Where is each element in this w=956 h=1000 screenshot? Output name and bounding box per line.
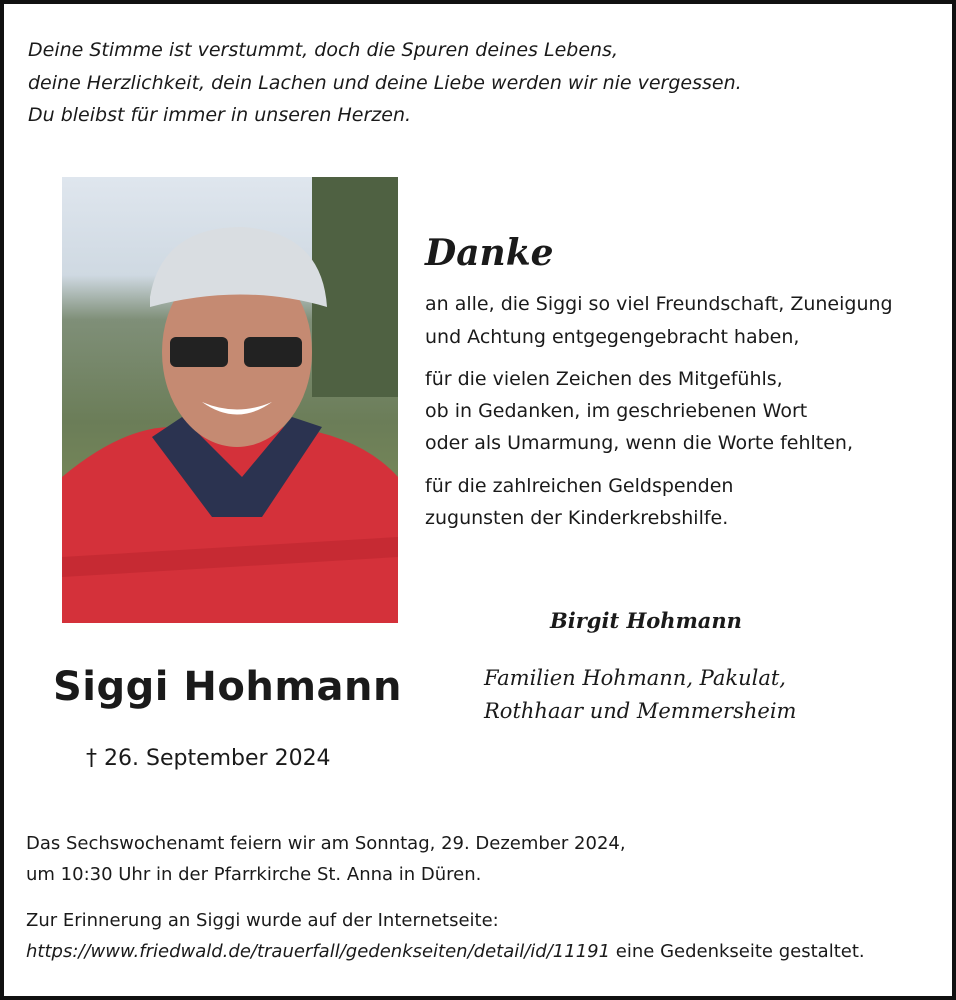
thanks-line: und Achtung entgegengebracht haben, — [425, 326, 800, 348]
thanks-line: zugunsten der Kinderkrebshilfe. — [425, 507, 729, 529]
portrait-photo — [62, 177, 398, 623]
service-line: um 10:30 Uhr in der Pfarrkirche St. Anna in Düren. — [26, 864, 482, 885]
service-line: Das Sechswochenamt feiern wir am Sonntag, 29. Dezember 2024, — [26, 833, 626, 854]
signature-name: Birgit Hohmann — [550, 608, 742, 633]
quote-line: Deine Stimme ist verstummt, doch die Spuren deines Lebens, — [28, 39, 618, 61]
quote-line: deine Herzlichkeit, dein Lachen und deine Liebe werden wir nie vergessen. — [28, 72, 742, 94]
memorial-line — [26, 936, 865, 967]
memorial-suffix: eine Gedenkseite gestaltet. — [610, 941, 865, 962]
thanks-line: für die zahlreichen Geldspenden — [425, 475, 734, 497]
families-line: Rothhaar und Memmersheim — [484, 699, 797, 723]
families-line: Familien Hohmann, Pakulat, — [484, 666, 786, 690]
thanks-line: oder als Umarmung, wenn die Worte fehlten, — [425, 432, 853, 454]
thanks-line: ob in Gedanken, im geschriebenen Wort — [425, 400, 808, 422]
memorial-intro: Zur Erinnerung an Siggi wurde auf der Internetseite: — [26, 910, 499, 931]
thanks-line: an alle, die Siggi so viel Freundschaft, Zuneigung — [425, 293, 893, 315]
quote-line: Du bleibst für immer in unseren Herzen. — [28, 104, 412, 126]
memorial-url-link[interactable]: https://www.friedwald.de/trauerfall/gedenkseiten/detail/id/11191 — [26, 941, 611, 962]
death-date: † 26. September 2024 — [86, 746, 331, 771]
deceased-name: Siggi Hohmann — [53, 664, 402, 710]
thanks-line: für die vielen Zeichen des Mitgefühls, — [425, 368, 783, 390]
danke-heading: Danke — [425, 232, 554, 274]
